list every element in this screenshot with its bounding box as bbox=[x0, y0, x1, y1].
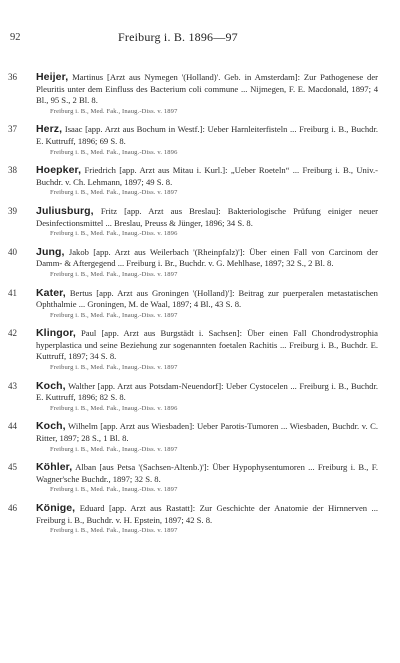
dissertation-note: Freiburg i. B., Med. Fak., Inaug.-Diss. v. 1897 bbox=[50, 270, 178, 278]
entry-text: Walther [app. Arzt aus Potsdam-Neuendorf]: Ueber Cystocelen ... Freiburg i. B., Buchdr. E. Kuttruff, 1896; 82 S. 8. bbox=[36, 380, 378, 403]
author-name: Heijer, bbox=[36, 71, 69, 83]
author-name: Kater, bbox=[36, 286, 66, 299]
author-name: Herz, bbox=[36, 123, 63, 136]
page-header bbox=[0, 32, 400, 46]
entry-text: Paul [app. Arzt aus Burgstädt i. Sachsen]: Über einen Fall Chondrodystrophia hyperplastica und seine Beziehung zur sogenannten foetalen Rachitis ... Freiburg i. B., Buchdr. E. Kuttruff, 1897; 34 S. 8. bbox=[36, 328, 378, 362]
entry-number: 36 bbox=[8, 72, 17, 82]
bibliography-entry bbox=[0, 247, 400, 279]
entry-number: 38 bbox=[8, 165, 17, 176]
bibliography-entry bbox=[0, 503, 400, 535]
author-name: Hoepker, bbox=[36, 164, 82, 177]
entry-text: Isaac [app. Arzt aus Bochum in Westf.]: Ueber Harnleiterfisteln ... Freiburg i. B., Buchdr. E. Kuttruff, 1896; 69 S. 8. bbox=[36, 124, 378, 146]
bibliography-entry bbox=[0, 206, 400, 238]
author-name: Koch, bbox=[36, 379, 66, 392]
author-name: Koch, bbox=[36, 420, 66, 433]
entry-number: 37 bbox=[8, 124, 17, 135]
dissertation-note: Freiburg i. B., Med. Fak., Inaug.-Diss. v. 1897 bbox=[50, 364, 178, 372]
author-name: Könige, bbox=[36, 502, 76, 514]
bibliography-entry bbox=[0, 124, 400, 156]
entry-list bbox=[0, 72, 400, 544]
author-name: Juliusburg, bbox=[36, 204, 94, 217]
entry-text: Wilhelm [app. Arzt aus Wiesbaden]: Ueber Parotis-Tumoren ... Wiesbaden, Buchdr. v. C. Ritter, 1897; 28 S., 1 Bl. 8. bbox=[36, 421, 379, 444]
author-name: Jung, bbox=[36, 245, 65, 258]
entry-number: 42 bbox=[8, 328, 17, 339]
bibliography-entry bbox=[0, 165, 400, 197]
entry-number: 45 bbox=[8, 462, 17, 473]
entry-number: 46 bbox=[8, 503, 17, 513]
dissertation-note: Freiburg i. B., Med. Fak., Inaug.-Diss. v. 1896 bbox=[50, 230, 178, 238]
entry-number: 40 bbox=[8, 246, 17, 257]
entry-text: Eduard [app. Arzt aus Rastatt]: Zur Geschichte der Anatomie der Hirnnerven ... Freiburg i. B., Buchdr. v. H. Epstein, 1897; 42 S. 8. bbox=[36, 503, 378, 525]
entry-number: 44 bbox=[8, 421, 17, 432]
entry-text: Jakob [app. Arzt aus Weilerbach '(Rheinpfalz)']: Über einen Fall von Carcinom der Damm- & Aftergegend ... Freiburg i. Br., Buchdr. v. G. Mehlhase, 1897; 32 S., 2 Bl. 8. bbox=[36, 246, 378, 269]
entry-number: 41 bbox=[8, 287, 17, 298]
bibliography-entry bbox=[0, 72, 400, 116]
bibliography-entry bbox=[0, 288, 400, 320]
bibliography-entry bbox=[0, 421, 400, 453]
dissertation-note: Freiburg i. B., Med. Fak., Inaug.-Diss. v. 1897 bbox=[50, 486, 178, 494]
dissertation-note: Freiburg i. B., Med. Fak., Inaug.-Diss. v. 1896 bbox=[50, 404, 178, 412]
bibliography-entry bbox=[0, 381, 400, 413]
dissertation-note: Freiburg i. B., Med. Fak., Inaug.-Diss. v. 1897 bbox=[50, 107, 178, 115]
bibliography-entry bbox=[0, 328, 400, 372]
entry-text: Friedrich [app. Arzt aus Mitau i. Kurl.]: „Ueber Roeteln“ ... Freiburg i. B., Univ.-Buchdr. v. Ch. Lehmann, 1897; 49 S. 8. bbox=[36, 165, 378, 187]
dissertation-note: Freiburg i. B., Med. Fak., Inaug.-Diss. v. 1897 bbox=[50, 527, 178, 535]
entry-text: Fritz [app. Arzt aus Breslau]: Bakteriologische Prüfung einiger neuer Desinfectionsmittel ... Breslau, Preuss & Jünger, 1896; 34 S. 8. bbox=[36, 205, 379, 228]
entry-number: 39 bbox=[8, 205, 17, 216]
page-number: 92 bbox=[10, 32, 21, 43]
entry-number: 43 bbox=[8, 380, 17, 391]
dissertation-note: Freiburg i. B., Med. Fak., Inaug.-Diss. v. 1896 bbox=[50, 148, 178, 156]
author-name: Klingor, bbox=[36, 327, 76, 340]
bibliography-entry bbox=[0, 462, 400, 494]
entry-text: Bertus [app. Arzt aus Groningen '(Holland)']: Beitrag zur puerperalen metastatischen Ophthalmie ... Groningen, M. de Waal, 1897; 4 Bl., 43 S. 8. bbox=[36, 287, 378, 310]
running-title: Freiburg i. B. 1896—97 bbox=[118, 30, 238, 44]
dissertation-note: Freiburg i. B., Med. Fak., Inaug.-Diss. v. 1897 bbox=[50, 311, 178, 319]
dissertation-note: Freiburg i. B., Med. Fak., Inaug.-Diss. v. 1897 bbox=[50, 189, 178, 197]
entry-text: Martinus [Arzt aus Nymegen '(Holland)'. Geb. in Amsterdam]: Zur Pathogenese der Pleuritis unter dem Einfluss des Bacterium coli commune ... Nijmegen, F. E. Macdonald, 1897; 4 Bl., 95 S., 2 Bl. 8. bbox=[36, 72, 378, 106]
entry-text: Alban [aus Petsa '(Sachsen-Altenb.)']: Über Hypophysentumoren ... Freiburg i. B., F. Wagner'sche Buchdr., 1897; 32 S. 8. bbox=[36, 462, 378, 484]
dissertation-note: Freiburg i. B., Med. Fak., Inaug.-Diss. v. 1897 bbox=[50, 445, 178, 453]
author-name: Köhler, bbox=[36, 461, 73, 474]
